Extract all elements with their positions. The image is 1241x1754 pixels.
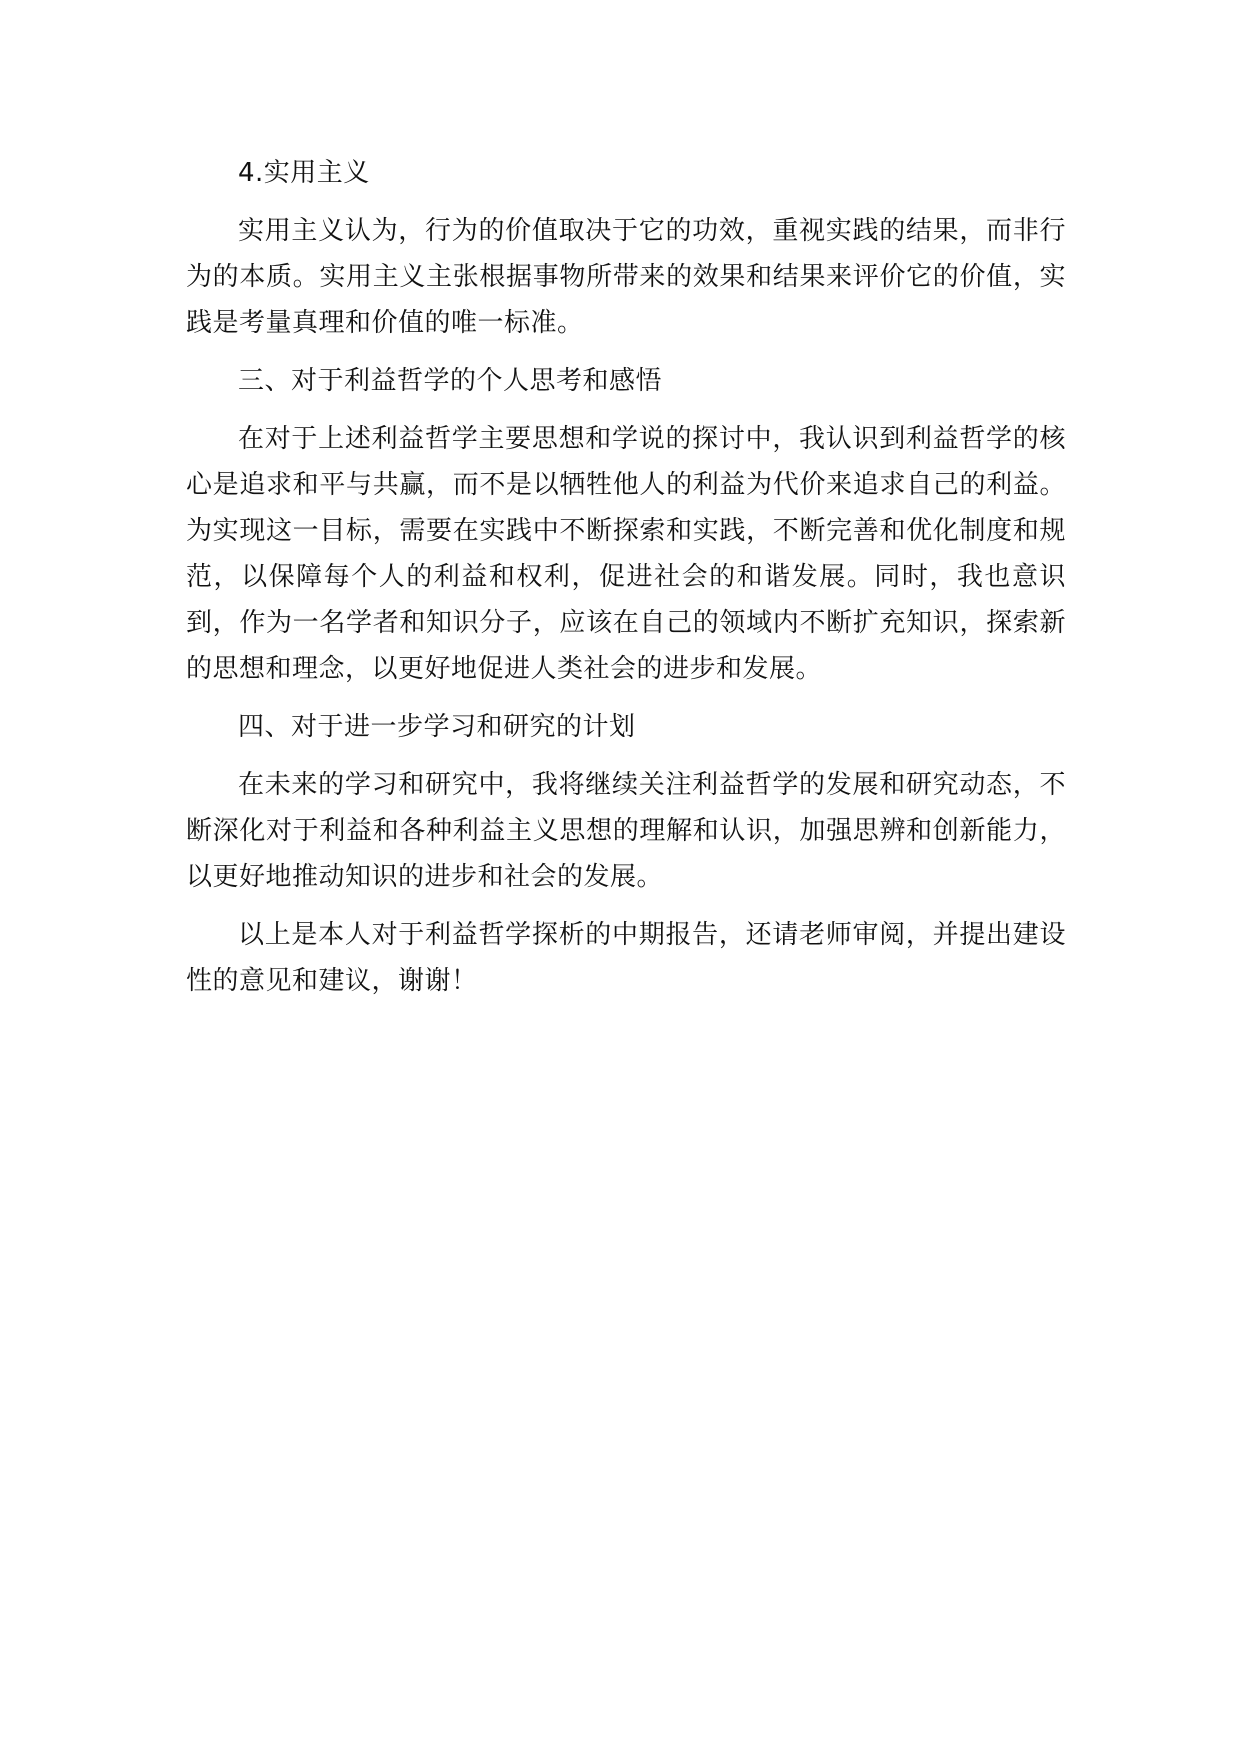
- section-heading-pragmatism: 4.实用主义: [238, 158, 370, 188]
- spacer: [186, 750, 1066, 762]
- spacer: [186, 196, 1066, 208]
- paragraph-study-plan: 在未来的学习和研究中，我将继续关注利益哲学的发展和研究动态，不断深化对于利益和各种利益主义思想的理解和认识，加强思辨和创新能力，以更好地推动知识的进步和社会的发展。: [186, 770, 1066, 892]
- spacer: [186, 692, 1066, 704]
- paragraph-pragmatism: 实用主义认为，行为的价值取决于它的功效，重视实践的结果，而非行为的本质。实用主义主张根据事物所带来的效果和结果来评价它的价值，实践是考量真理和价值的唯一标准。: [186, 216, 1066, 338]
- paragraph-personal-reflection: 在对于上述利益哲学主要思想和学说的探讨中，我认识到利益哲学的核心是追求和平与共赢，而不是以牺牲他人的利益为代价来追求自己的利益。为实现这一目标，需要在实践中不断探索和实践，不断完善和优化制度和规范，以保障每个人的利益和权利，促进社会的和谐发展。同时，我也意识到，作为一名学者和知识分子，应该在自己的领域内不断扩充知识，探索新的思想和理念，以更好地促进人类社会的进步和发展。: [186, 424, 1066, 684]
- spacer: [186, 900, 1066, 912]
- spacer: [186, 346, 1066, 358]
- document-body: [186, 150, 1066, 1004]
- paragraph-closing: 以上是本人对于利益哲学探析的中期报告，还请老师审阅，并提出建设性的意见和建议，谢谢！: [186, 920, 1066, 996]
- section-heading-study-plan: 四、对于进一步学习和研究的计划: [238, 712, 636, 742]
- section-heading-personal-reflection: 三、对于利益哲学的个人思考和感悟: [238, 366, 663, 396]
- spacer: [186, 404, 1066, 416]
